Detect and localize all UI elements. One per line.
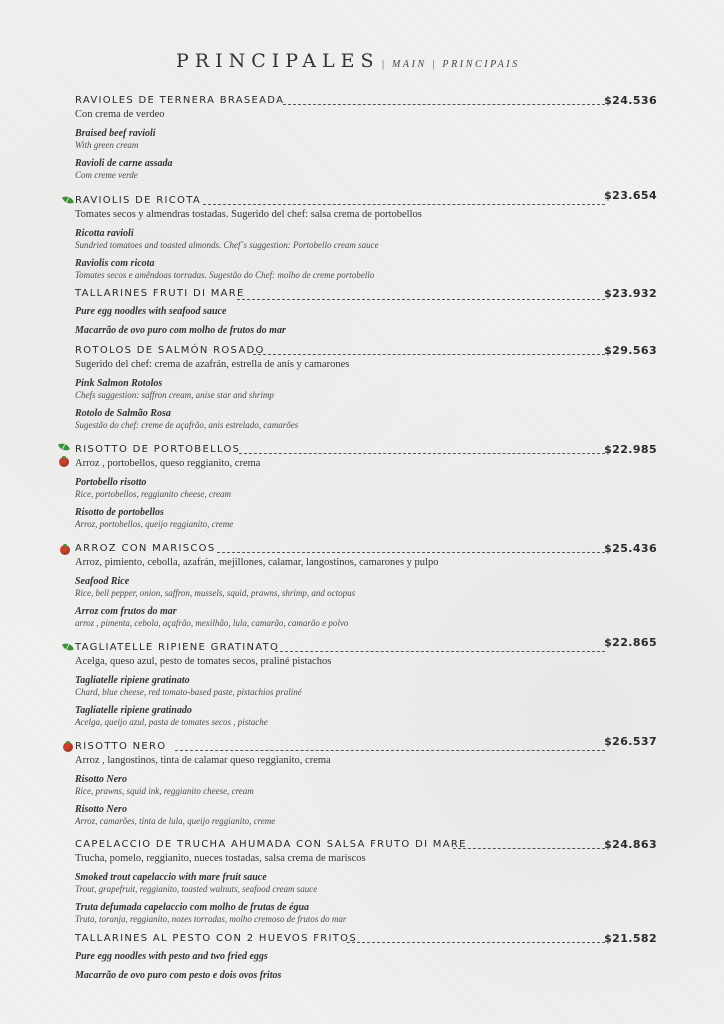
dish-name-english: Smoked trout capelaccio with mare fruit sauce	[75, 872, 267, 883]
dish-price: $23.932	[604, 287, 657, 300]
dish-name: RISOTTO NERO	[75, 741, 167, 752]
dish-description: Acelga, queso azul, pesto de tomates secos, praliné pistachos	[75, 656, 332, 667]
dotted-leader	[453, 848, 605, 849]
page-subtitle: | MAIN | PRINCIPAIS	[381, 59, 520, 70]
dish-name-portuguese: Ravioli de carne assada	[75, 158, 173, 169]
menu-item	[75, 287, 657, 337]
dish-description-english: Chard, blue cheese, red tomato-based paste, pistachios praliné	[75, 687, 302, 697]
dotted-leader	[275, 651, 605, 652]
dish-price: $24.863	[604, 838, 657, 851]
dish-description: Arroz , portobellos, queso reggianito, crema	[75, 458, 261, 469]
dish-name-english: Pure egg noodles with pesto and two fried eggs	[75, 951, 268, 962]
dotted-leader	[203, 204, 605, 205]
menu-item	[75, 344, 657, 431]
menu-item	[75, 189, 657, 281]
dish-name: ARROZ CON MARISCOS	[75, 543, 216, 554]
dish-description: Arroz , langostinos, tinta de calamar queso reggianito, crema	[75, 755, 331, 766]
dish-description-english: Trout, grapefruit, reggianito, toasted walnuts, seafood cream sauce	[75, 884, 318, 894]
dotted-leader	[347, 942, 605, 943]
menu-item	[75, 542, 657, 629]
dish-description: Con crema de verdeo	[75, 109, 165, 120]
dish-name-portuguese: Tagliatelle ripiene gratinado	[75, 705, 192, 716]
dish-name-portuguese: Arroz com frutos do mar	[75, 606, 177, 617]
leaf-icon	[62, 195, 74, 205]
dish-name-portuguese: Risotto de portobellos	[75, 507, 164, 518]
dish-name-english: Ricotta ravioli	[75, 228, 134, 239]
dish-description-english: Rice, portobellos, reggianito cheese, cream	[75, 489, 232, 499]
page-title: PRINCIPALES	[176, 50, 380, 72]
menu-item	[75, 94, 657, 181]
dish-description-english: Rice, bell pepper, onion, saffron, mussels, squid, prawns, shrimp, and octopus	[75, 588, 356, 598]
dotted-leader	[283, 104, 605, 105]
dish-description-portuguese: arroz , pimenta, cebola, açafrão, mexilhão, lula, camarão, camarão e polvo	[75, 618, 349, 628]
dish-name: RAVIOLIS DE RICOTA	[75, 195, 201, 206]
dish-name: TAGLIATELLE RIPIENE GRATINATO	[75, 642, 280, 653]
dotted-leader	[239, 453, 605, 454]
menu-item	[75, 636, 657, 728]
dish-name-english: Portobello risotto	[75, 477, 147, 488]
dish-name-english: Risotto Nero	[75, 774, 127, 785]
dish-price: $22.865	[604, 636, 657, 649]
dish-name-english: Pure egg noodles with seafood sauce	[75, 306, 227, 317]
menu-item	[75, 735, 657, 827]
dish-name-portuguese: Truta defumada capelaccio com molho de frutas de égua	[75, 902, 310, 913]
dish-name: ROTOLOS DE SALMÓN ROSADO	[75, 345, 265, 356]
dish-name-portuguese: Macarrão de ovo puro com molho de frutos do mar	[75, 325, 286, 336]
dish-description-portuguese: Tomates secos e amêndoas torradas. Sugestão do Chef: molho de creme portobello	[75, 270, 375, 280]
dish-name-english: Braised beef ravioli	[75, 128, 156, 139]
dish-description: Sugerido del chef: crema de azafrán, estrella de anís y camarones	[75, 359, 350, 370]
dish-description: Tomates secos y almendras tostadas. Sugerido del chef: salsa crema de portobellos	[75, 209, 422, 220]
dish-description-portuguese: Arroz, camarões, tinta de lula, queijo reggianito, creme	[75, 816, 276, 826]
tomato-icon	[60, 545, 70, 555]
dish-description-portuguese: Acelga, queijo azul, pasta de tomates secos , pistache	[75, 717, 268, 727]
dish-name-portuguese: Rotolo de Salmão Rosa	[75, 408, 171, 419]
dish-name: TALLARINES FRUTI DI MARE	[75, 288, 245, 299]
dish-description-portuguese: Arroz, portobellos, queijo reggianito, creme	[75, 519, 234, 529]
dish-name-portuguese: Risotto Nero	[75, 804, 127, 815]
dish-name-english: Tagliatelle ripiene gratinato	[75, 675, 190, 686]
dish-description-portuguese: Truta, toranja, reggianito, nozes torradas, molho cremoso de frutos do mar	[75, 914, 347, 924]
dish-name-portuguese: Raviolis com ricota	[75, 258, 155, 269]
tomato-icon	[59, 457, 69, 467]
dotted-leader	[253, 354, 605, 355]
dish-price: $23.654	[604, 189, 657, 202]
dish-description: Arroz, pimiento, cebolla, azafrán, mejillones, calamar, langostinos, camarones y pulpo	[75, 557, 439, 568]
dotted-leader	[217, 552, 605, 553]
dish-description-english: Chefs suggestion: saffron cream, anise star and shrimp	[75, 390, 274, 400]
dish-description-english: With green cream	[75, 140, 139, 150]
menu-item	[75, 838, 657, 925]
dish-price: $26.537	[604, 735, 657, 748]
dotted-leader	[175, 750, 605, 751]
dish-name-english: Seafood Rice	[75, 576, 130, 587]
tomato-icon	[63, 742, 73, 752]
menu-item	[75, 443, 657, 530]
page-header	[176, 50, 520, 72]
dish-price: $29.563	[604, 344, 657, 357]
dish-name: TALLARINES AL PESTO CON 2 HUEVOS FRITOS	[75, 933, 358, 944]
leaf-icon	[62, 642, 74, 652]
dish-name: CAPELACCIO DE TRUCHA AHUMADA CON SALSA FRUTO DI MARE	[75, 839, 467, 850]
dish-price: $21.582	[604, 932, 657, 945]
dish-description-portuguese: Com creme verde	[75, 170, 138, 180]
dish-description-portuguese: Sugestão do chef: creme de açafrão, anis estrelado, camarões	[75, 420, 299, 430]
dish-price: $24.536	[604, 94, 657, 107]
dish-description-english: Sundried tomatoes and toasted almonds. Chef´s suggestion: Portobello cream sauce	[75, 240, 379, 250]
dotted-leader	[237, 299, 605, 300]
dish-name: RAVIOLES DE TERNERA BRASEADA	[75, 95, 285, 106]
dish-price: $25.436	[604, 542, 657, 555]
dish-price: $22.985	[604, 443, 657, 456]
dish-description-english: Rice, prawns, squid ink, reggianito cheese, cream	[75, 786, 254, 796]
dish-description: Trucha, pomelo, reggianito, nueces tostadas, salsa crema de mariscos	[75, 853, 366, 864]
dish-name: RISOTTO DE PORTOBELLOS	[75, 444, 241, 455]
leaf-icon	[58, 442, 70, 452]
dish-name-english: Pink Salmon Rotolos	[75, 378, 163, 389]
menu-item	[75, 932, 657, 982]
dish-name-portuguese: Macarrão de ovo puro com pesto e dois ovos fritos	[75, 970, 282, 981]
